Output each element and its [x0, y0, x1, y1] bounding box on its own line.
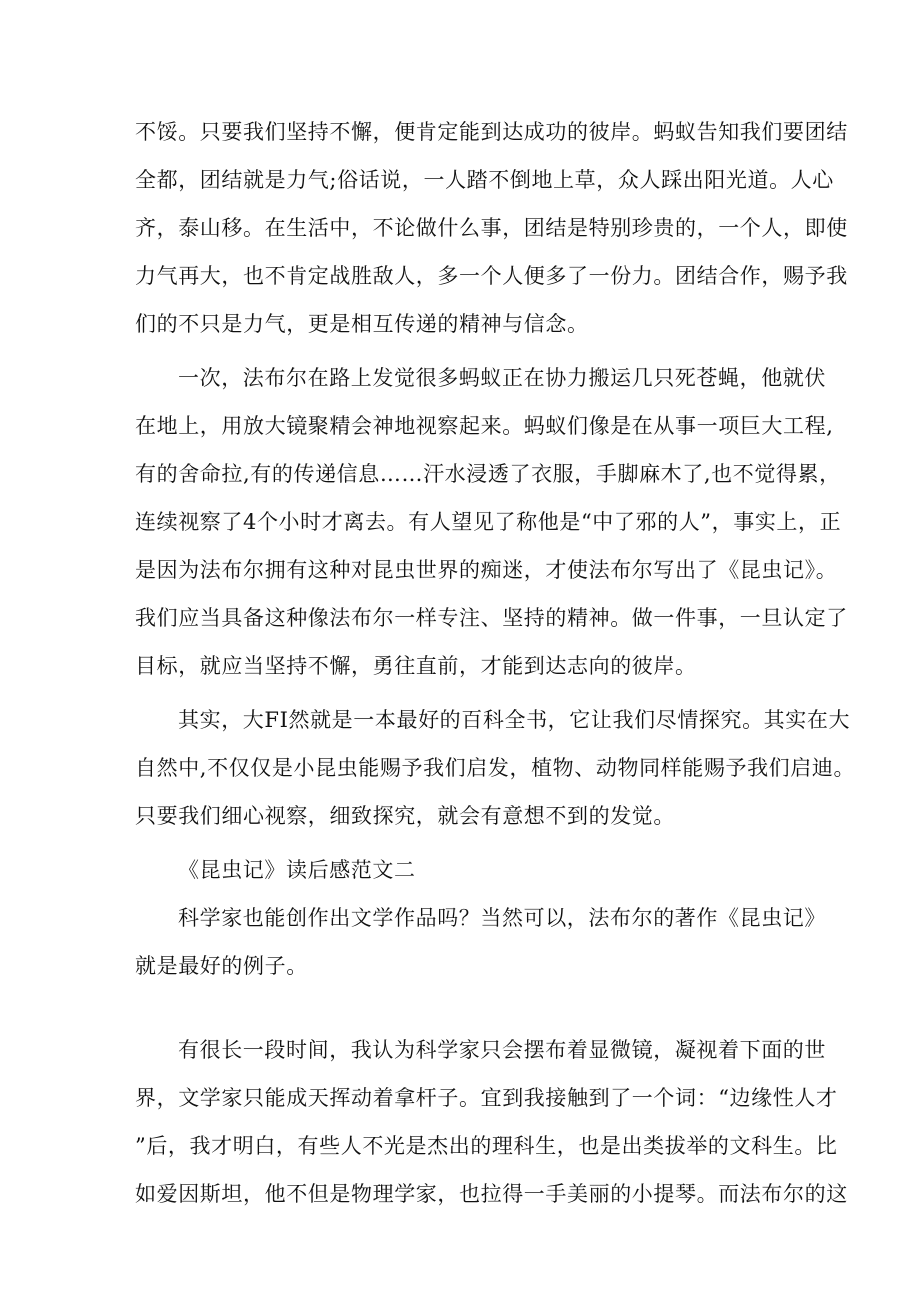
- text-line: 不馁。只要我们坚持不懈，便肯定能到达成功的彼岸。蚂蚁告知我们要团结: [135, 120, 848, 144]
- text-line: 就是最好的例子。: [135, 954, 308, 978]
- text-line: 只要我们细心视察，细致探究，就会有意想不到的发觉。: [135, 804, 675, 828]
- section-heading: 《昆虫记》读后感范文二: [178, 858, 416, 882]
- text-line: 全都，团结就是力气;俗话说，一人踏不倒地上草，众人踩出阳光道。人心: [135, 168, 834, 192]
- text-line: 是因为法布尔拥有这种对昆虫世界的痴迷，才使法布尔写出了《昆虫记》。: [135, 558, 838, 582]
- text-line: 一次，法布尔在路上发觉很多蚂蚁正在协力搬运几只死苍蝇，他就伏: [178, 366, 826, 390]
- text-line: 们的不只是力气，更是相互传递的精神与信念。: [135, 312, 589, 336]
- text-line: 连续视察了4个小时才离去。有人望见了称他是“中了邪的人”，事实上，正: [135, 510, 842, 534]
- text-line: 有的舍命拉,有的传递信息……汗水浸透了衣服，手脚麻木了,也不觉得累，: [135, 462, 841, 486]
- text-line: 界，文学家只能成天挥动着拿杆子。宜到我接触到了一个词：“边缘性人才: [135, 1086, 838, 1110]
- text-line: 我们应当具备这种像法布尔一样专注、坚持的精神。做一件事，一旦认定了: [135, 606, 848, 630]
- text-line: 齐，泰山移。在生活中，不论做什么事，团结是特别珍贵的，一个人，即使: [135, 216, 848, 240]
- text-line: 力气再大，也不肯定战胜敌人，多一个人便多了一份力。团结合作，赐予我: [135, 264, 848, 288]
- text-line: 在地上，用放大镜聚精会神地视察起来。蚂蚁们像是在从事一项巨大工程,: [135, 414, 834, 438]
- text-line: 有很长一段时间，我认为科学家只会摆布着显微镜，凝视着下面的世: [178, 1038, 826, 1062]
- text-line: 其实，大FI然就是一本最好的百科全书，它让我们尽情探究。其实在大: [178, 708, 851, 732]
- text-line: 科学家也能创作出文学作品吗？当然可以，法布尔的著作《昆虫记》: [178, 906, 826, 930]
- text-line: ”后，我才明白，有些人不光是杰出的理科生，也是出类拔举的文科生。比: [135, 1134, 838, 1158]
- text-line: 目标，就应当坚持不懈，勇往直前，才能到达志向的彼岸。: [135, 654, 697, 678]
- text-line: 自然中,不仅仅是小昆虫能赐予我们启发，植物、动物同样能赐予我们启迪。: [135, 756, 856, 780]
- text-line: 如爱因斯坦，他不但是物理学家，也拉得一手美丽的小提琴。而法布尔的这: [135, 1182, 848, 1206]
